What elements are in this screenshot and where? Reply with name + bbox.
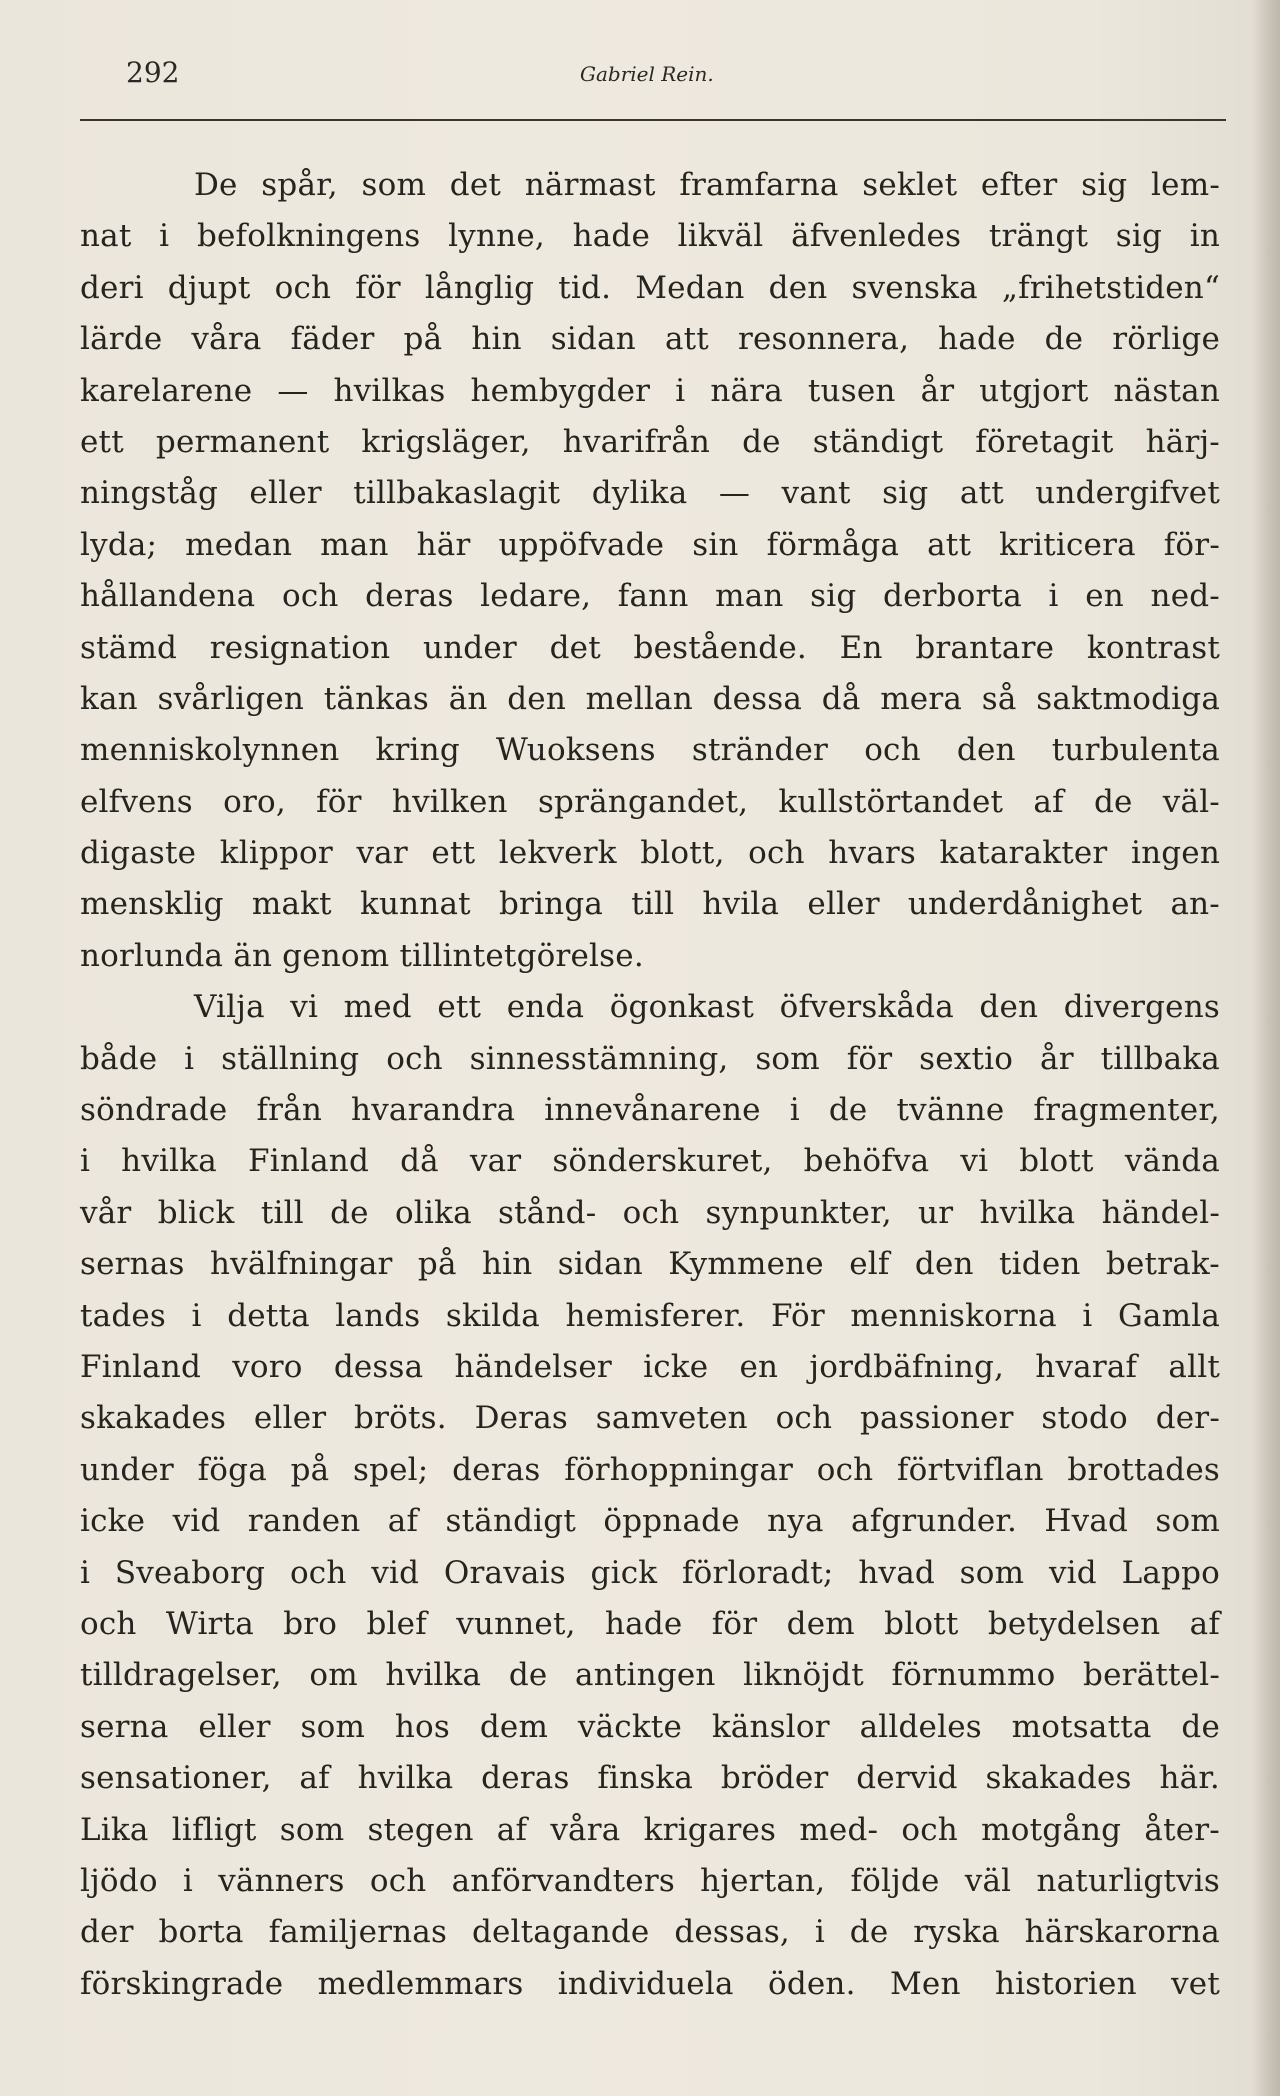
text-line: der borta familjernas deltagande dessas, i de ryska härskarorna — [80, 1914, 1220, 1951]
page-header — [80, 52, 1226, 102]
text-line: elfvens oro, för hvilken sprängandet, kullstörtandet af de väl- — [80, 783, 1220, 820]
text-line: Vilja vi med ett enda ögonkast öfverskåda den divergens — [194, 989, 1220, 1026]
text-line: i Sveaborg och vid Oravais gick förloradt; hvad som vid Lappo — [80, 1554, 1220, 1591]
text-line: ett permanent krigsläger, hvarifrån de ständigt företagit härj- — [80, 423, 1220, 460]
text-line: ningståg eller tillbakaslagit dylika — vant sig att undergifvet — [80, 475, 1220, 512]
text-line: förskingrade medlemmars individuela öden. Men historien vet — [80, 1965, 1220, 2002]
text-line: ljödo i vänners och anförvandters hjertan, följde väl naturligtvis — [80, 1862, 1220, 1899]
text-line: tades i detta lands skilda hemisferer. För menniskorna i Gamla — [80, 1297, 1220, 1334]
paragraph-2 — [80, 982, 1220, 2010]
text-line: icke vid randen af ständigt öppnade nya afgrunder. Hvad som — [80, 1503, 1220, 1540]
text-line: tilldragelser, om hvilka de antingen liknöjdt förnummo berättel- — [80, 1657, 1220, 1694]
page-edge-shadow — [1252, 0, 1280, 2096]
text-line: under föga på spel; deras förhoppningar och förtviflan brottades — [80, 1451, 1220, 1488]
text-line: vår blick till de olika stånd- och synpunkter, ur hvilka händel- — [80, 1194, 1220, 1231]
text-line: lyda; medan man här uppöfvade sin förmåga att kriticera för- — [80, 526, 1220, 563]
text-line: stämd resignation under det bestående. En brantare kontrast — [80, 629, 1220, 666]
text-line: sensationer, af hvilka deras finska bröder dervid skakades här. — [80, 1760, 1220, 1797]
text-line: nat i befolkningens lynne, hade likväl äfvenledes trängt sig in — [80, 218, 1220, 255]
text-line: kan svårligen tänkas än den mellan dessa då mera så saktmodiga — [80, 680, 1220, 717]
text-line: hållandena och deras ledare, fann man sig derborta i en ned- — [80, 578, 1220, 615]
text-line: Finland voro dessa händelser icke en jordbäfning, hvaraf allt — [80, 1348, 1220, 1385]
text-line: i hvilka Finland då var sönderskuret, behöfva vi blott vända — [80, 1143, 1220, 1180]
text-line: serna eller som hos dem väckte känslor alldeles motsatta de — [80, 1708, 1220, 1745]
running-head: Gabriel Rein. — [580, 62, 714, 86]
text-line: lärde våra fäder på hin sidan att resonnera, hade de rörlige — [80, 321, 1220, 358]
text-line: sernas hvälfningar på hin sidan Kymmene elf den tiden betrak- — [80, 1246, 1220, 1283]
text-line: karelarene — hvilkas hembygder i nära tusen år utgjort nästan — [80, 372, 1220, 409]
text-line: menniskolynnen kring Wuoksens stränder och den turbulenta — [80, 732, 1220, 769]
text-line: skakades eller bröts. Deras samveten och passioner stodo der- — [80, 1400, 1220, 1437]
page-number: 292 — [126, 56, 180, 89]
text-line: mensklig makt kunnat bringa till hvila eller underdånighet an- — [80, 886, 1220, 923]
text-line: De spår, som det närmast framfarna seklet efter sig lem- — [194, 167, 1220, 203]
text-line: söndrade från hvarandra innevånarene i de tvänne fragmenter, — [80, 1092, 1220, 1129]
paragraph-1 — [80, 160, 1220, 982]
text-line: deri djupt och för långlig tid. Medan den svenska „frihetstiden“ — [80, 269, 1220, 306]
text-line: norlunda än genom tillintetgörelse. — [80, 937, 644, 974]
body-text — [80, 160, 1220, 2010]
text-line: Lika lifligt som stegen af våra krigares med- och motgång åter- — [80, 1811, 1220, 1848]
text-line: digaste klippor var ett lekverk blott, och hvars katarakter ingen — [80, 835, 1220, 872]
header-rule — [80, 119, 1226, 121]
text-line: både i ställning och sinnesstämning, som för sextio år tillbaka — [80, 1040, 1220, 1077]
text-line: och Wirta bro blef vunnet, hade för dem blott betydelsen af — [80, 1605, 1220, 1642]
